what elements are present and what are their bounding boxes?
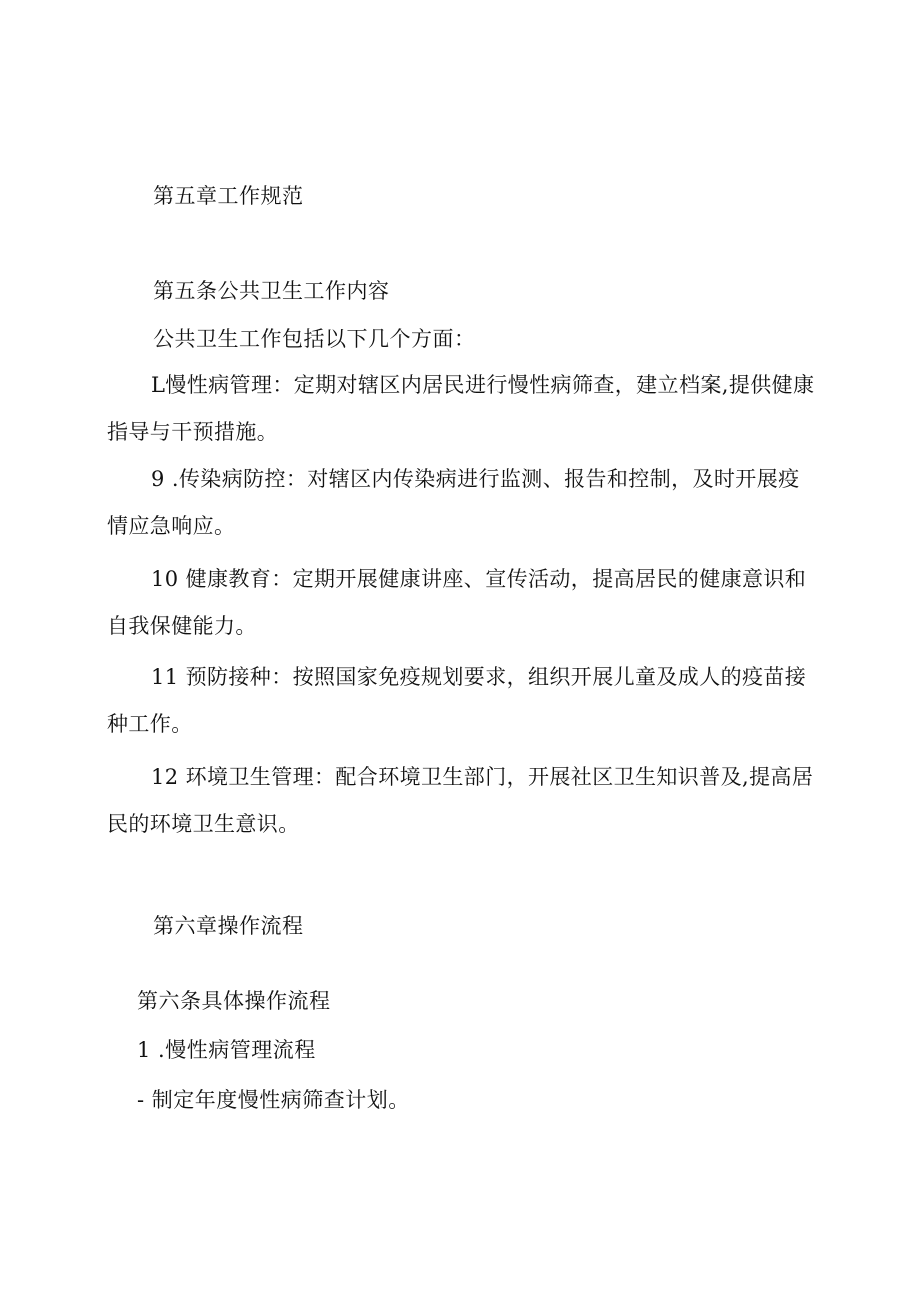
item-infectious-disease-control: 9 .传染病防控：对辖区内传染病进行监测、报告和控制，及时开展疫情应急响应。 — [107, 467, 800, 538]
subsection-1-step-1: - 制定年度慢性病筛查计划。 — [137, 1088, 410, 1112]
article-5-heading: 第五条公共卫生工作内容 — [153, 279, 390, 303]
item-environmental-health: 12 环境卫生管理：配合环境卫生部门，开展社区卫生知识普及,提高居民的环境卫生意识。 — [107, 765, 814, 836]
subsection-1-heading: 1 .慢性病管理流程 — [137, 1038, 316, 1062]
article-6-heading: 第六条具体操作流程 — [137, 989, 331, 1013]
chapter-5-heading: 第五章工作规范 — [153, 184, 304, 208]
article-5-intro: 公共卫生工作包括以下几个方面： — [153, 327, 476, 351]
item-health-education: 10 健康教育：定期开展健康讲座、宣传活动，提高居民的健康意识和自我保健能力。 — [107, 567, 807, 638]
chapter-6-heading: 第六章操作流程 — [153, 914, 304, 938]
item-vaccination: 11 预防接种：按照国家免疫规划要求，组织开展儿童及成人的疫苗接种工作。 — [107, 665, 807, 736]
item-chronic-disease-management: L慢性病管理：定期对辖区内居民进行慢性病筛查，建立档案,提供健康指导与干预措施。 — [107, 373, 815, 444]
